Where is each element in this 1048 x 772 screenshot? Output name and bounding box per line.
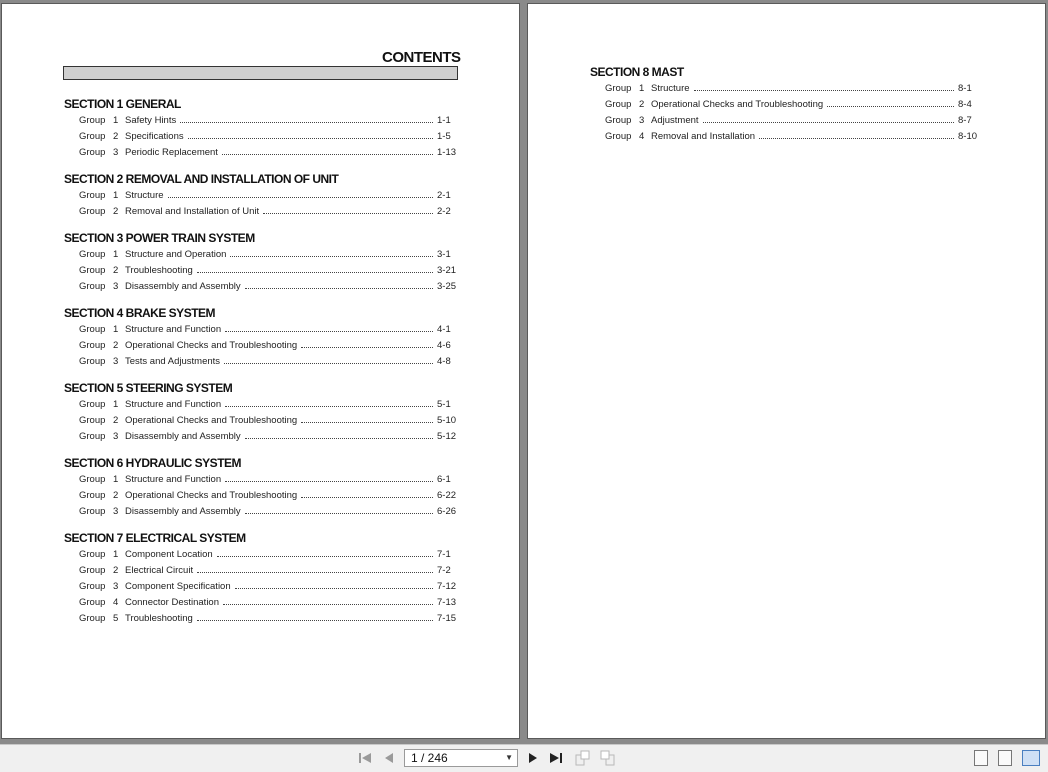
dot-leader bbox=[223, 596, 433, 605]
toc-section bbox=[64, 95, 459, 161]
group-label: Group bbox=[605, 99, 632, 110]
group-title: Structure and Operation bbox=[125, 249, 227, 260]
chevron-down-icon: ▼ bbox=[505, 753, 513, 762]
toc-entry[interactable] bbox=[64, 204, 459, 220]
group-number: 1 bbox=[113, 115, 119, 126]
next-page-icon[interactable] bbox=[524, 749, 542, 767]
toc-entry[interactable] bbox=[64, 354, 459, 370]
group-title: Structure and Function bbox=[125, 474, 222, 485]
section-title: SECTION 4 BRAKE SYSTEM bbox=[64, 306, 216, 320]
group-title: Disassembly and Assembly bbox=[125, 431, 241, 442]
group-number: 1 bbox=[113, 190, 119, 201]
group-title: Periodic Replacement bbox=[125, 147, 218, 158]
page-ref: 8-1 bbox=[958, 83, 972, 94]
group-title: Operational Checks and Troubleshooting bbox=[125, 490, 298, 501]
two-page-view-icon[interactable] bbox=[1022, 750, 1040, 766]
page-ref: 2-2 bbox=[437, 206, 451, 217]
toc-entry[interactable] bbox=[64, 595, 459, 611]
group-number: 4 bbox=[113, 597, 119, 608]
group-title: Component Specification bbox=[125, 581, 231, 592]
dot-leader bbox=[301, 339, 433, 348]
group-title: Operational Checks and Troubleshooting bbox=[125, 415, 298, 426]
group-label: Group bbox=[79, 115, 106, 126]
prev-page-icon[interactable] bbox=[380, 749, 398, 767]
group-title: Tests and Adjustments bbox=[125, 356, 221, 367]
section-title: SECTION 5 STEERING SYSTEM bbox=[64, 381, 233, 395]
group-label: Group bbox=[79, 399, 106, 410]
dot-leader bbox=[827, 98, 954, 107]
page-ref: 3-21 bbox=[437, 265, 457, 276]
group-number: 3 bbox=[113, 281, 119, 292]
group-label: Group bbox=[79, 549, 106, 560]
dot-leader bbox=[168, 189, 433, 198]
group-number: 2 bbox=[639, 99, 645, 110]
group-number: 1 bbox=[639, 83, 645, 94]
group-title: Structure bbox=[125, 190, 164, 201]
dot-leader bbox=[197, 612, 433, 621]
group-number: 2 bbox=[113, 490, 119, 501]
section-title: SECTION 6 HYDRAULIC SYSTEM bbox=[64, 456, 242, 470]
toc-entry[interactable] bbox=[64, 488, 459, 504]
section-title: SECTION 8 MAST bbox=[590, 65, 684, 79]
group-label: Group bbox=[79, 506, 106, 517]
group-number: 1 bbox=[113, 549, 119, 560]
page-ref: 1-1 bbox=[437, 115, 451, 126]
group-number: 2 bbox=[113, 340, 119, 351]
page-ref: 1-5 bbox=[437, 131, 451, 142]
group-label: Group bbox=[79, 356, 106, 367]
dot-leader bbox=[188, 130, 433, 139]
group-label: Group bbox=[605, 83, 632, 94]
toc-entry[interactable] bbox=[64, 338, 459, 354]
group-number: 2 bbox=[113, 565, 119, 576]
dot-leader bbox=[301, 414, 433, 423]
group-label: Group bbox=[79, 324, 106, 335]
toc-entry[interactable] bbox=[590, 113, 980, 129]
toc-section bbox=[64, 454, 459, 520]
toc-entry[interactable] bbox=[64, 322, 459, 338]
dot-leader bbox=[197, 264, 433, 273]
group-number: 3 bbox=[113, 147, 119, 158]
page-ref: 3-1 bbox=[437, 249, 451, 260]
toc-section bbox=[64, 170, 459, 220]
dot-leader bbox=[759, 130, 954, 139]
single-page-view-icon[interactable] bbox=[974, 750, 988, 766]
group-number: 3 bbox=[113, 506, 119, 517]
toc-entry[interactable] bbox=[64, 263, 459, 279]
group-number: 2 bbox=[113, 415, 119, 426]
last-page-icon[interactable] bbox=[547, 749, 565, 767]
group-title: Removal and Installation of Unit bbox=[125, 206, 260, 217]
dot-leader bbox=[235, 580, 433, 589]
group-title: Structure bbox=[651, 83, 690, 94]
group-label: Group bbox=[79, 249, 106, 260]
group-label: Group bbox=[605, 115, 632, 126]
group-label: Group bbox=[79, 190, 106, 201]
continuous-view-icon[interactable] bbox=[998, 750, 1012, 766]
dot-leader bbox=[225, 323, 433, 332]
page-ref: 3-25 bbox=[437, 281, 457, 292]
group-number: 1 bbox=[113, 399, 119, 410]
section-title: SECTION 7 ELECTRICAL SYSTEM bbox=[64, 531, 246, 545]
rotate-cw-icon[interactable] bbox=[599, 749, 617, 767]
group-label: Group bbox=[79, 431, 106, 442]
group-label: Group bbox=[79, 613, 106, 624]
group-number: 3 bbox=[113, 431, 119, 442]
toc-entry[interactable] bbox=[64, 547, 459, 563]
page-ref: 4-8 bbox=[437, 356, 451, 367]
group-label: Group bbox=[79, 265, 106, 276]
contents-title-bar bbox=[63, 66, 458, 80]
group-number: 3 bbox=[113, 356, 119, 367]
page-ref: 6-1 bbox=[437, 474, 451, 485]
group-title: Operational Checks and Troubleshooting bbox=[651, 99, 824, 110]
group-label: Group bbox=[79, 490, 106, 501]
toc-entry[interactable] bbox=[64, 397, 459, 413]
page-ref: 2-1 bbox=[437, 190, 451, 201]
group-number: 2 bbox=[113, 265, 119, 276]
page-ref: 7-2 bbox=[437, 565, 451, 576]
page-indicator: 1 / 246 bbox=[411, 751, 448, 765]
group-number: 4 bbox=[639, 131, 645, 142]
section-title: SECTION 1 GENERAL bbox=[64, 97, 181, 111]
dot-leader bbox=[694, 82, 954, 91]
dot-leader bbox=[245, 430, 433, 439]
toc-entry[interactable] bbox=[64, 563, 459, 579]
group-title: Troubleshooting bbox=[125, 265, 193, 276]
page-ref: 7-1 bbox=[437, 549, 451, 560]
group-title: Removal and Installation bbox=[651, 131, 756, 142]
dot-leader bbox=[245, 280, 433, 289]
group-label: Group bbox=[79, 131, 106, 142]
page-ref: 5-10 bbox=[437, 415, 457, 426]
dot-leader bbox=[301, 489, 433, 498]
first-page-icon[interactable] bbox=[356, 749, 374, 767]
group-label: Group bbox=[79, 206, 106, 217]
section-title: SECTION 2 REMOVAL AND INSTALLATION OF UNIT bbox=[64, 172, 339, 186]
toc-section bbox=[64, 379, 459, 445]
group-number: 1 bbox=[113, 474, 119, 485]
dot-leader bbox=[230, 248, 433, 257]
toc-entry[interactable] bbox=[590, 81, 980, 97]
dot-leader bbox=[180, 114, 433, 123]
group-label: Group bbox=[79, 565, 106, 576]
group-label: Group bbox=[605, 131, 632, 142]
group-label: Group bbox=[79, 340, 106, 351]
toc-entry[interactable] bbox=[64, 129, 459, 145]
rotate-ccw-icon[interactable] bbox=[573, 749, 591, 767]
contents-title: CONTENTS bbox=[382, 49, 461, 66]
dot-leader bbox=[225, 473, 433, 482]
dot-leader bbox=[224, 355, 433, 364]
dot-leader bbox=[703, 114, 954, 123]
toc-entry[interactable] bbox=[64, 145, 459, 161]
group-title: Structure and Function bbox=[125, 399, 222, 410]
pdf-page-right bbox=[528, 4, 1045, 738]
group-title: Adjustment bbox=[651, 115, 699, 126]
toc-section bbox=[64, 304, 459, 370]
toc-section bbox=[590, 63, 980, 145]
toc-entry[interactable] bbox=[64, 247, 459, 263]
page-ref: 1-13 bbox=[437, 147, 457, 158]
group-title: Safety Hints bbox=[125, 115, 177, 126]
page-ref: 7-13 bbox=[437, 597, 457, 608]
toc-entry[interactable] bbox=[64, 188, 459, 204]
group-title: Electrical Circuit bbox=[125, 565, 194, 576]
page-ref: 7-15 bbox=[437, 613, 457, 624]
page-ref: 7-12 bbox=[437, 581, 457, 592]
dot-leader bbox=[217, 548, 433, 557]
group-title: Connector Destination bbox=[125, 597, 219, 608]
group-number: 3 bbox=[639, 115, 645, 126]
pdf-page-left bbox=[2, 4, 519, 738]
dot-leader bbox=[225, 398, 433, 407]
toc-entry[interactable] bbox=[64, 611, 459, 627]
toc-entry[interactable] bbox=[590, 97, 980, 113]
group-title: Specifications bbox=[125, 131, 184, 142]
page-ref: 8-4 bbox=[958, 99, 972, 110]
group-number: 1 bbox=[113, 324, 119, 335]
toc-entry[interactable] bbox=[64, 113, 459, 129]
page-ref: 6-26 bbox=[437, 506, 457, 517]
dot-leader bbox=[197, 564, 433, 573]
toc-section bbox=[64, 529, 459, 627]
dot-leader bbox=[222, 146, 433, 155]
dot-leader bbox=[263, 205, 433, 214]
group-label: Group bbox=[79, 597, 106, 608]
section-title: SECTION 3 POWER TRAIN SYSTEM bbox=[64, 231, 255, 245]
dot-leader bbox=[245, 505, 433, 514]
toc-entry[interactable] bbox=[64, 413, 459, 429]
group-number: 1 bbox=[113, 249, 119, 260]
page-number-select[interactable] bbox=[404, 749, 518, 767]
toc-entry[interactable] bbox=[64, 429, 459, 445]
group-title: Disassembly and Assembly bbox=[125, 506, 241, 517]
group-title: Operational Checks and Troubleshooting bbox=[125, 340, 298, 351]
toc-section bbox=[64, 229, 459, 295]
group-label: Group bbox=[79, 474, 106, 485]
group-number: 2 bbox=[113, 206, 119, 217]
page-ref: 5-12 bbox=[437, 431, 457, 442]
group-title: Disassembly and Assembly bbox=[125, 281, 241, 292]
page-ref: 6-22 bbox=[437, 490, 457, 501]
group-title: Structure and Function bbox=[125, 324, 222, 335]
toc-entry[interactable] bbox=[64, 504, 459, 520]
viewer-toolbar bbox=[0, 744, 1048, 772]
page-ref: 8-7 bbox=[958, 115, 972, 126]
toc-entry[interactable] bbox=[64, 279, 459, 295]
group-number: 5 bbox=[113, 613, 119, 624]
page-ref: 4-6 bbox=[437, 340, 451, 351]
page-ref: 4-1 bbox=[437, 324, 451, 335]
toc-entry[interactable] bbox=[64, 472, 459, 488]
page-ref: 5-1 bbox=[437, 399, 451, 410]
page-ref: 8-10 bbox=[958, 131, 978, 142]
group-number: 3 bbox=[113, 581, 119, 592]
group-number: 2 bbox=[113, 131, 119, 142]
group-label: Group bbox=[79, 147, 106, 158]
group-title: Troubleshooting bbox=[125, 613, 193, 624]
group-label: Group bbox=[79, 281, 106, 292]
group-label: Group bbox=[79, 581, 106, 592]
group-label: Group bbox=[79, 415, 106, 426]
group-title: Component Location bbox=[125, 549, 213, 560]
toc-entry[interactable] bbox=[590, 129, 980, 145]
toc-entry[interactable] bbox=[64, 579, 459, 595]
